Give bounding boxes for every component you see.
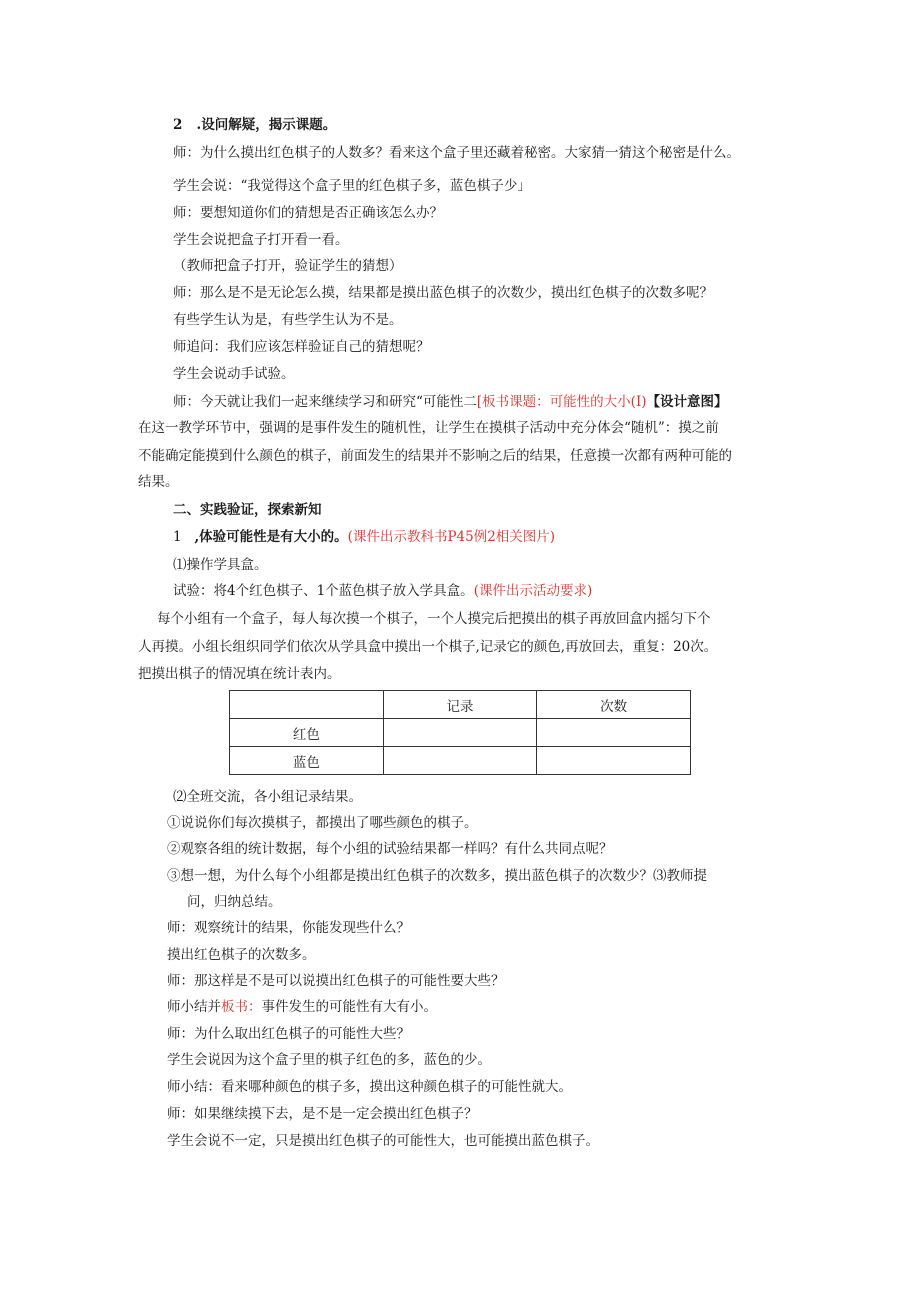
count-cell (537, 747, 691, 775)
paragraph-line: ①说说你们每次摸棋子，都摸出了哪些颜色的棋子。 (167, 815, 478, 831)
paragraph-line: 学生会说：“我觉得这个盒子里的红色棋子多，蓝色棋子少」 (173, 178, 531, 194)
header-cell-record: 记录 (383, 691, 537, 719)
paragraph-line: 师小结：看来哪种颜色的棋子多，摸出这种颜色棋子的可能性就大。 (167, 1079, 572, 1095)
paragraph-line: 学生会说因为这个盒子里的棋子红色的多，蓝色的少。 (167, 1052, 491, 1068)
summary-board: 板书： (221, 999, 262, 1015)
paragraph-line: 师：那这样是不是可以说摸出红色棋子的可能性要大些？ (167, 973, 505, 989)
statistics-table (229, 690, 691, 775)
paragraph-line: 学生会说不一定，只是摸出红色棋子的可能性大，也可能摸出蓝色棋子。 (167, 1133, 599, 1149)
paragraph-line: 学生会说动手试验。 (173, 366, 295, 382)
paragraph-line: ③想一想，为什么每个小组都是摸出红色棋子的次数多，摸出蓝色棋子的次数少？⑶教师提 (167, 868, 707, 884)
count-cell (537, 719, 691, 747)
table-header-row (230, 691, 691, 719)
paragraph-line: 学生会说把盒子打开看一看。 (173, 232, 349, 248)
design-line: 不能确定能摸到什么颜色的棋子，前面发生的结果并不影响之后的结果，任意摸一次都有两种可能的 (138, 448, 732, 464)
header-cell (230, 691, 384, 719)
record-cell (383, 747, 537, 775)
paragraph-line: 问，归纳总结。 (187, 894, 282, 910)
paragraph-line: 有些学生认为是，有些学生认为不是。 (173, 312, 403, 328)
paragraph-line: 师：观察统计的结果，你能发现些什么？ (167, 920, 410, 936)
design-line: 结果。 (138, 474, 179, 490)
design-label: 【设计意图】 (646, 394, 728, 410)
summary-prefix: 师小结并 (167, 999, 221, 1015)
summary-line (167, 997, 437, 1017)
heading-text: .设问解疑，揭示课题。 (196, 117, 337, 133)
design-line: 在这一教学环节中，强调的是事件发生的随机性，让学生在摸棋子活动中充分体会“随机”：摸之前 (138, 420, 719, 436)
section-heading-practice: 二、实践验证，探索新知 (173, 502, 322, 518)
paragraph-line: 把摸出棋子的情况填在统计表内。 (138, 666, 341, 682)
paragraph-line: 每个小组有一个盒子，每人每次摸一个棋子，一个人摸完后把摸出的棋子再放回盒内摇匀下个 (157, 611, 711, 627)
table-row (230, 719, 691, 747)
paragraph-line: 人再摸。小组长组织同学们依次从学具盒中摸出一个棋子,记录它的颜色,再放回去，重复：20次。 (138, 639, 718, 655)
row-label-blue: 蓝色 (230, 747, 384, 775)
header-cell-count: 次数 (537, 691, 691, 719)
paragraph-line: 师：要想知道你们的猜想是否正确该怎么办？ (173, 205, 443, 221)
paragraph-line: 摸出红色棋子的次数多。 (167, 947, 316, 963)
trial-note: (课件出示活动要求) (473, 583, 593, 599)
paragraph-line: ②观察各组的统计数据，每个小组的试验结果都一样吗？有什么共同点呢？ (167, 841, 613, 857)
paragraph-line: 师：那么是不是无论怎么摸，结果都是摸出蓝色棋子的次数少，摸出红色棋子的次数多呢？ (173, 285, 713, 301)
trial-line (173, 581, 592, 601)
sub-heading: ,体验可能性是有大小的。 (194, 529, 348, 545)
sub-heading-line (173, 527, 555, 547)
paragraph-line: ⑵全班交流，各小组记录结果。 (173, 789, 362, 805)
paragraph-line: （教师把盒子打开，验证学生的猜想） (173, 258, 403, 274)
section-heading-2 (173, 115, 336, 135)
summary-text: 事件发生的可能性有大有小。 (261, 999, 437, 1015)
paragraph-line: 师：为什么摸出红色棋子的人数多？看来这个盒子里还藏着秘密。大家猜一猜这个秘密是什么。 (173, 145, 740, 161)
record-cell (383, 719, 537, 747)
table-row (230, 747, 691, 775)
today-line (173, 392, 728, 412)
today-prefix: 师：今天就让我们一起来继续学习和研究“可能性二 (173, 394, 477, 410)
sub-note: (课件出示教科书P45例2相关图片) (347, 529, 556, 545)
sub-number: 1 (173, 529, 182, 545)
row-label-red: 红色 (230, 719, 384, 747)
board-title: [板书课题：可能性的大小(I) (476, 394, 647, 410)
paragraph-line: 师：为什么取出红色棋子的可能性大些？ (167, 1026, 410, 1042)
paragraph-line: 师：如果继续摸下去，是不是一定会摸出红色棋子？ (167, 1106, 478, 1122)
operation-line: ⑴操作学具盒。 (173, 557, 268, 573)
heading-number: 2 (173, 117, 183, 133)
trial-text: 试验：将4个红色棋子、1个蓝色棋子放入学具盒。 (173, 583, 474, 599)
paragraph-line: 师追问：我们应该怎样验证自己的猜想呢？ (173, 339, 430, 355)
